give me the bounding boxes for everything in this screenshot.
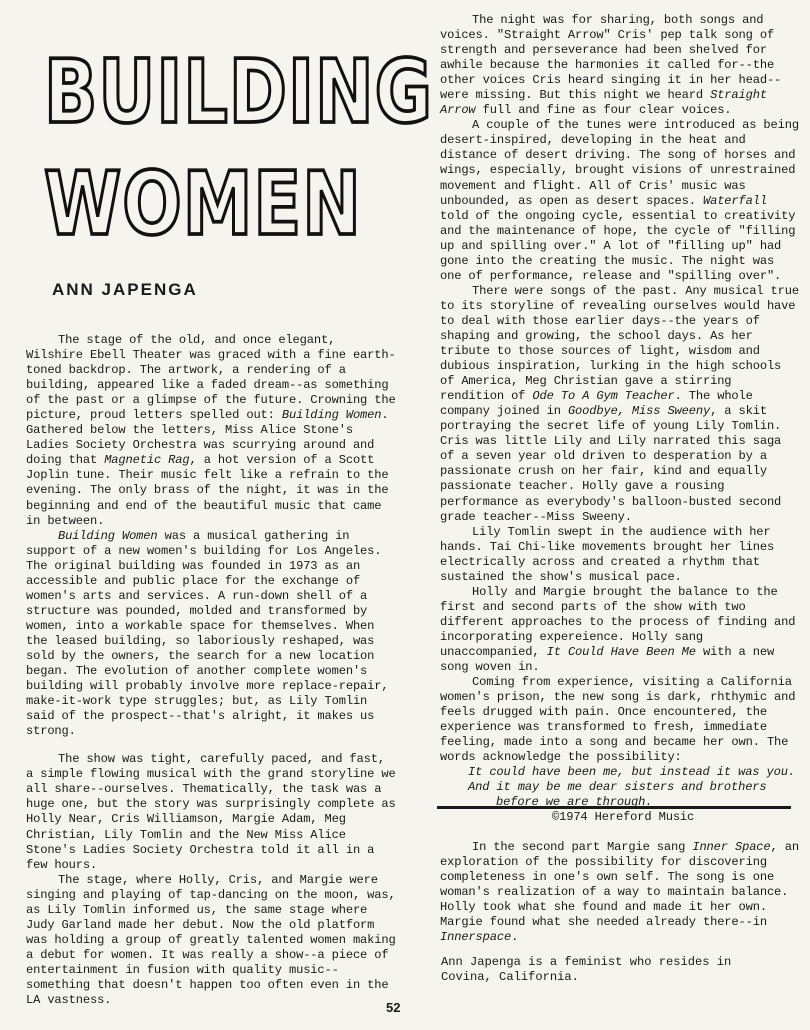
paragraph: Lily Tomlin swept in the audience with her hands. Tai Chi-like movements brought her lines electrically across and created a rhythm that sustained the show's musical pace.: [440, 524, 775, 584]
section-divider: [437, 806, 791, 809]
title-women: WOMEN: [44, 152, 362, 255]
lyric-line: It could have been me, but instead it was you.: [468, 765, 795, 780]
copyright-notice: ©1974 Hereford Music: [552, 810, 695, 825]
paragraph: Holly and Margie brought the balance to the first and second parts of the show with two different approaches to the process of finding and incorporating expereience. Holly sang unaccompanied, It Could Have Been Me with a new song woven in.: [440, 584, 796, 675]
author-byline: ANN JAPENGA: [52, 280, 198, 299]
author-bio: Ann Japenga is a feminist who resides in Covina, California.: [441, 955, 732, 985]
title-building: BUILDING: [44, 40, 434, 143]
lyric-line: before we are through.: [496, 795, 653, 810]
right-column: [440, 13, 800, 944]
song-lyrics: [440, 765, 800, 810]
paragraph: There were songs of the past. Any musical true to its storyline of revealing ourselves would have to deal with those earlier days--the years of shaping and growing, the school days. As her tribute to those sources of light, wisdom and dubious inspiration, lurking in the high schools of America, Meg Christian gave a stirring rendition of Ode To A Gym Teacher. The whole company joined in Goodbye, Miss Sweeny, a skit portraying the secret life of young Lily Tomlin. Cris was little Lily and Lily narrated this saga of a seven year old driven to desperation by a passionate crush on her fair, kind and equally passionate teacher. Holly gave a rousing performance as everybody's balloon-busted second grade teacher--Miss Sweeny.: [440, 283, 799, 524]
paragraph: Coming from experience, visiting a California women's prison, the new song is dark, rhthymic and feels drugged with pain. Once encountered, the experience was transformed to fresh, immediate feeling, made into a song and became her own. The words acknowledge the possibility:: [440, 675, 796, 765]
paragraph: The night was for sharing, both songs and voices. "Straight Arrow" Cris' pep talk song of strength and perseverance had been shelved for awhile because the harmonies it called for--the other voices Cris heard singing it in her head--were missing. But this night we heard Straight Arrow full and fine as four clear voices.: [440, 13, 782, 118]
paragraph: A couple of the tunes were introduced as being desert-inspired, developing in the heat and distance of desert driving. The song of horses and wings, especially, brought visions of unrestrained movement and flight. All of Cris' music was unbounded, as open as desert spaces. Waterfall told of the ongoing cycle, essential to creativity and the maintenance of hope, the cycle of "filling up and spilling over." A lot of "filling up" had gone into the creating the music. The night was one of performance, release and "spilling over".: [440, 118, 799, 283]
paragraph: The stage of the old, and once elegant, Wilshire Ebell Theater was graced with a fine earth-toned backdrop. The artwork, a rendering of a building, appeared like a faded dream--as something of the past or a glimpse of the future. Crowning the picture, proud letters spelled out: Building Women. Gathered below the letters, Miss Alice Stone's Ladies Society Orchestra was scurrying around and doing that Magnetic Rag, a hot version of a Scott Joplin tune. Their music felt like a refrain to the evening. The only brass of the night, it was in the beginning and end of the beautiful music that came in between.: [26, 333, 396, 528]
paragraph: Building Women was a musical gathering in support of a new women's building for Los Angeles. The original building was founded in 1973 as an accessible and public place for the exchange of women's arts and services. A run-down shell of a structure was pounded, molded and transformed by women, into a workable space for themselves. When the leased building, so laboriously reshaped, was sold by the owners, the search for a new location began. The evolution of another complete women's building will probably involve more replace-repair, make-it-work type struggles; but, as Lily Tomlin said of the prospect--that's alright, it makes us strong.: [26, 528, 389, 739]
paragraph: The stage, where Holly, Cris, and Margie were singing and playing of tap-dancing on the moon, was, as Lily Tomlin informed us, the same stage where Judy Garland made her debut. Now the old platform was holding a group of greatly talented women making a debut for women. It was really a show--a piece of entertainment in fusion with quality music--something that doesn't happen too often even in the LA vastness.: [26, 872, 396, 1008]
paragraph: In the second part Margie sang Inner Space, an exploration of the possibility for discovering completeness in one's own self. The song is one woman's realization of a way to maintain balance. Holly took what she found and made it her own. Margie found what she needed already there--in Innerspace.: [440, 839, 799, 944]
lyric-line: And it may be me dear sisters and brothers: [468, 780, 767, 795]
page-number: 52: [386, 1000, 401, 1015]
paragraph: The show was tight, carefully paced, and fast, a simple flowing musical with the grand storyline we all share--ourselves. Thematically, the task was a huge one, but the story was surprisingly complete as Holly Near, Cris Williamson, Margie Adam, Meg Christian, Lily Tomlin and the New Miss Alice Stone's Ladies Society Orchestra told it all in a few hours.: [26, 752, 396, 872]
left-column: [26, 333, 396, 1007]
